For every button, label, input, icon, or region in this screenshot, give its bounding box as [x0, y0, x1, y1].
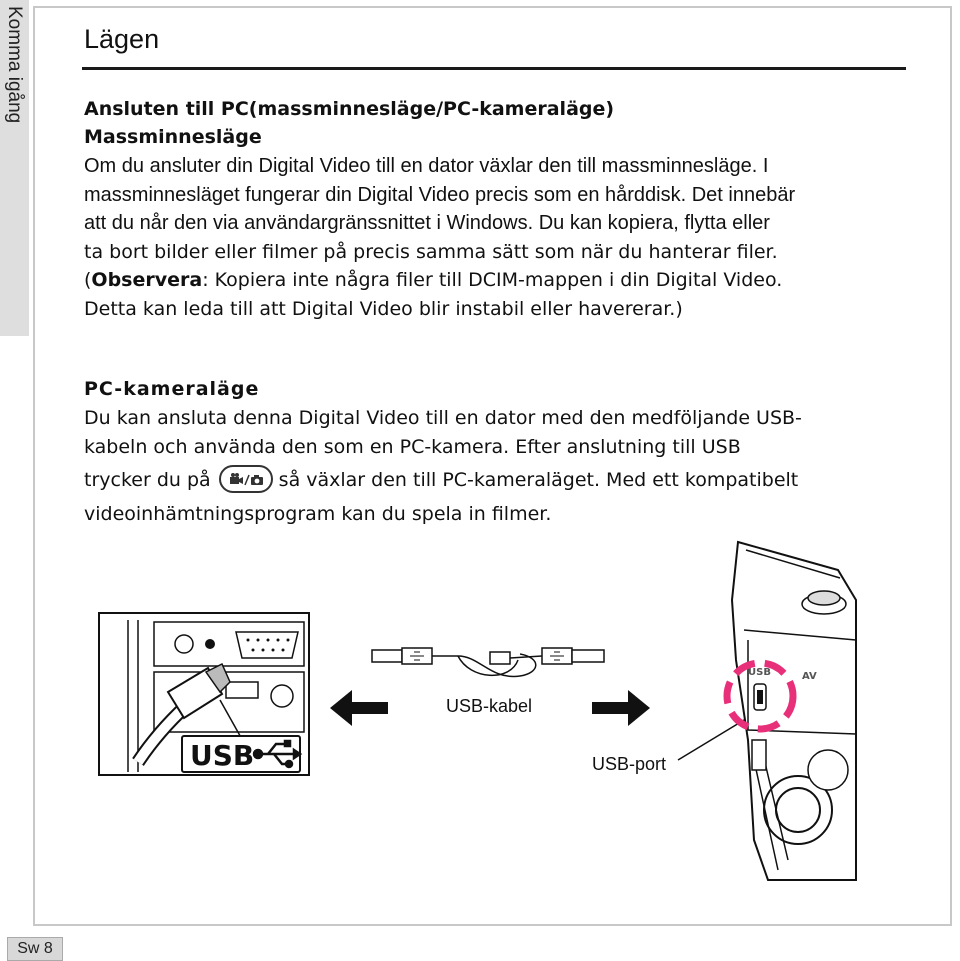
mass-storage-line-1: Om du ansluter din Digital Video till en dator växlar den till massminnesläge. I	[84, 155, 769, 177]
note-line-1	[84, 266, 782, 294]
note-text: : Kopiera inte några filer till DCIM-mappen i din Digital Video.	[202, 269, 783, 291]
title-rule	[82, 67, 906, 70]
note-line-2: Detta kan leda till att Digital Video blir instabil eller havererar.)	[84, 298, 683, 320]
note-open-paren: (	[84, 269, 92, 291]
arrow-left-icon	[330, 688, 390, 728]
mode-button-icon	[219, 465, 273, 493]
camera-av-text: AV	[802, 671, 817, 682]
pc-camera-line-2: kabeln och använda den som en PC-kamera. Efter anslutning till USB	[84, 436, 741, 458]
section-heading-connected: Ansluten till PC(massminnesläge/PC-kameraläge)	[84, 98, 615, 120]
usb-port-label: USB-port	[592, 754, 667, 774]
computer-usb-port-illustration	[98, 612, 310, 776]
pc-camera-line-3-start: trycker du på	[84, 469, 211, 491]
mass-storage-line-4: ta bort bilder eller filmer på precis samma sätt som när du hanterar filer.	[84, 241, 778, 263]
page-number-badge: Sw 8	[7, 937, 63, 961]
page-title: Lägen	[84, 24, 160, 54]
camera-usb-port-illustration	[718, 540, 860, 880]
camera-usb-text: USB	[748, 667, 771, 678]
side-tab-label: Komma igång	[4, 6, 25, 124]
pc-camera-line-3-end: så växlar den till PC-kameraläget. Med ett kompatibelt	[278, 469, 799, 491]
arrow-right-icon	[590, 688, 650, 728]
pc-camera-line-4: videoinhämtningsprogram kan du spela in filmer.	[84, 503, 552, 525]
section-subheading-mass-storage: Massminnesläge	[84, 126, 262, 148]
usb-cable-label: USB-kabel	[446, 696, 533, 716]
usb-cable-illustration	[370, 640, 606, 684]
section-heading-pc-camera: PC-kameraläge	[84, 378, 260, 400]
mass-storage-line-3: att du når den via användargränssnittet i Windows. Du kan kopiera, flytta eller	[84, 212, 770, 234]
note-label: Observera	[91, 269, 203, 291]
usb-logo-text: USB	[190, 739, 255, 772]
pc-camera-line-3	[84, 466, 798, 495]
mass-storage-line-2: massminnesläget fungerar din Digital Video precis som en hårddisk. Det innebär	[84, 184, 796, 206]
pc-camera-line-1: Du kan ansluta denna Digital Video till en dator med den medföljande USB-	[84, 407, 802, 429]
